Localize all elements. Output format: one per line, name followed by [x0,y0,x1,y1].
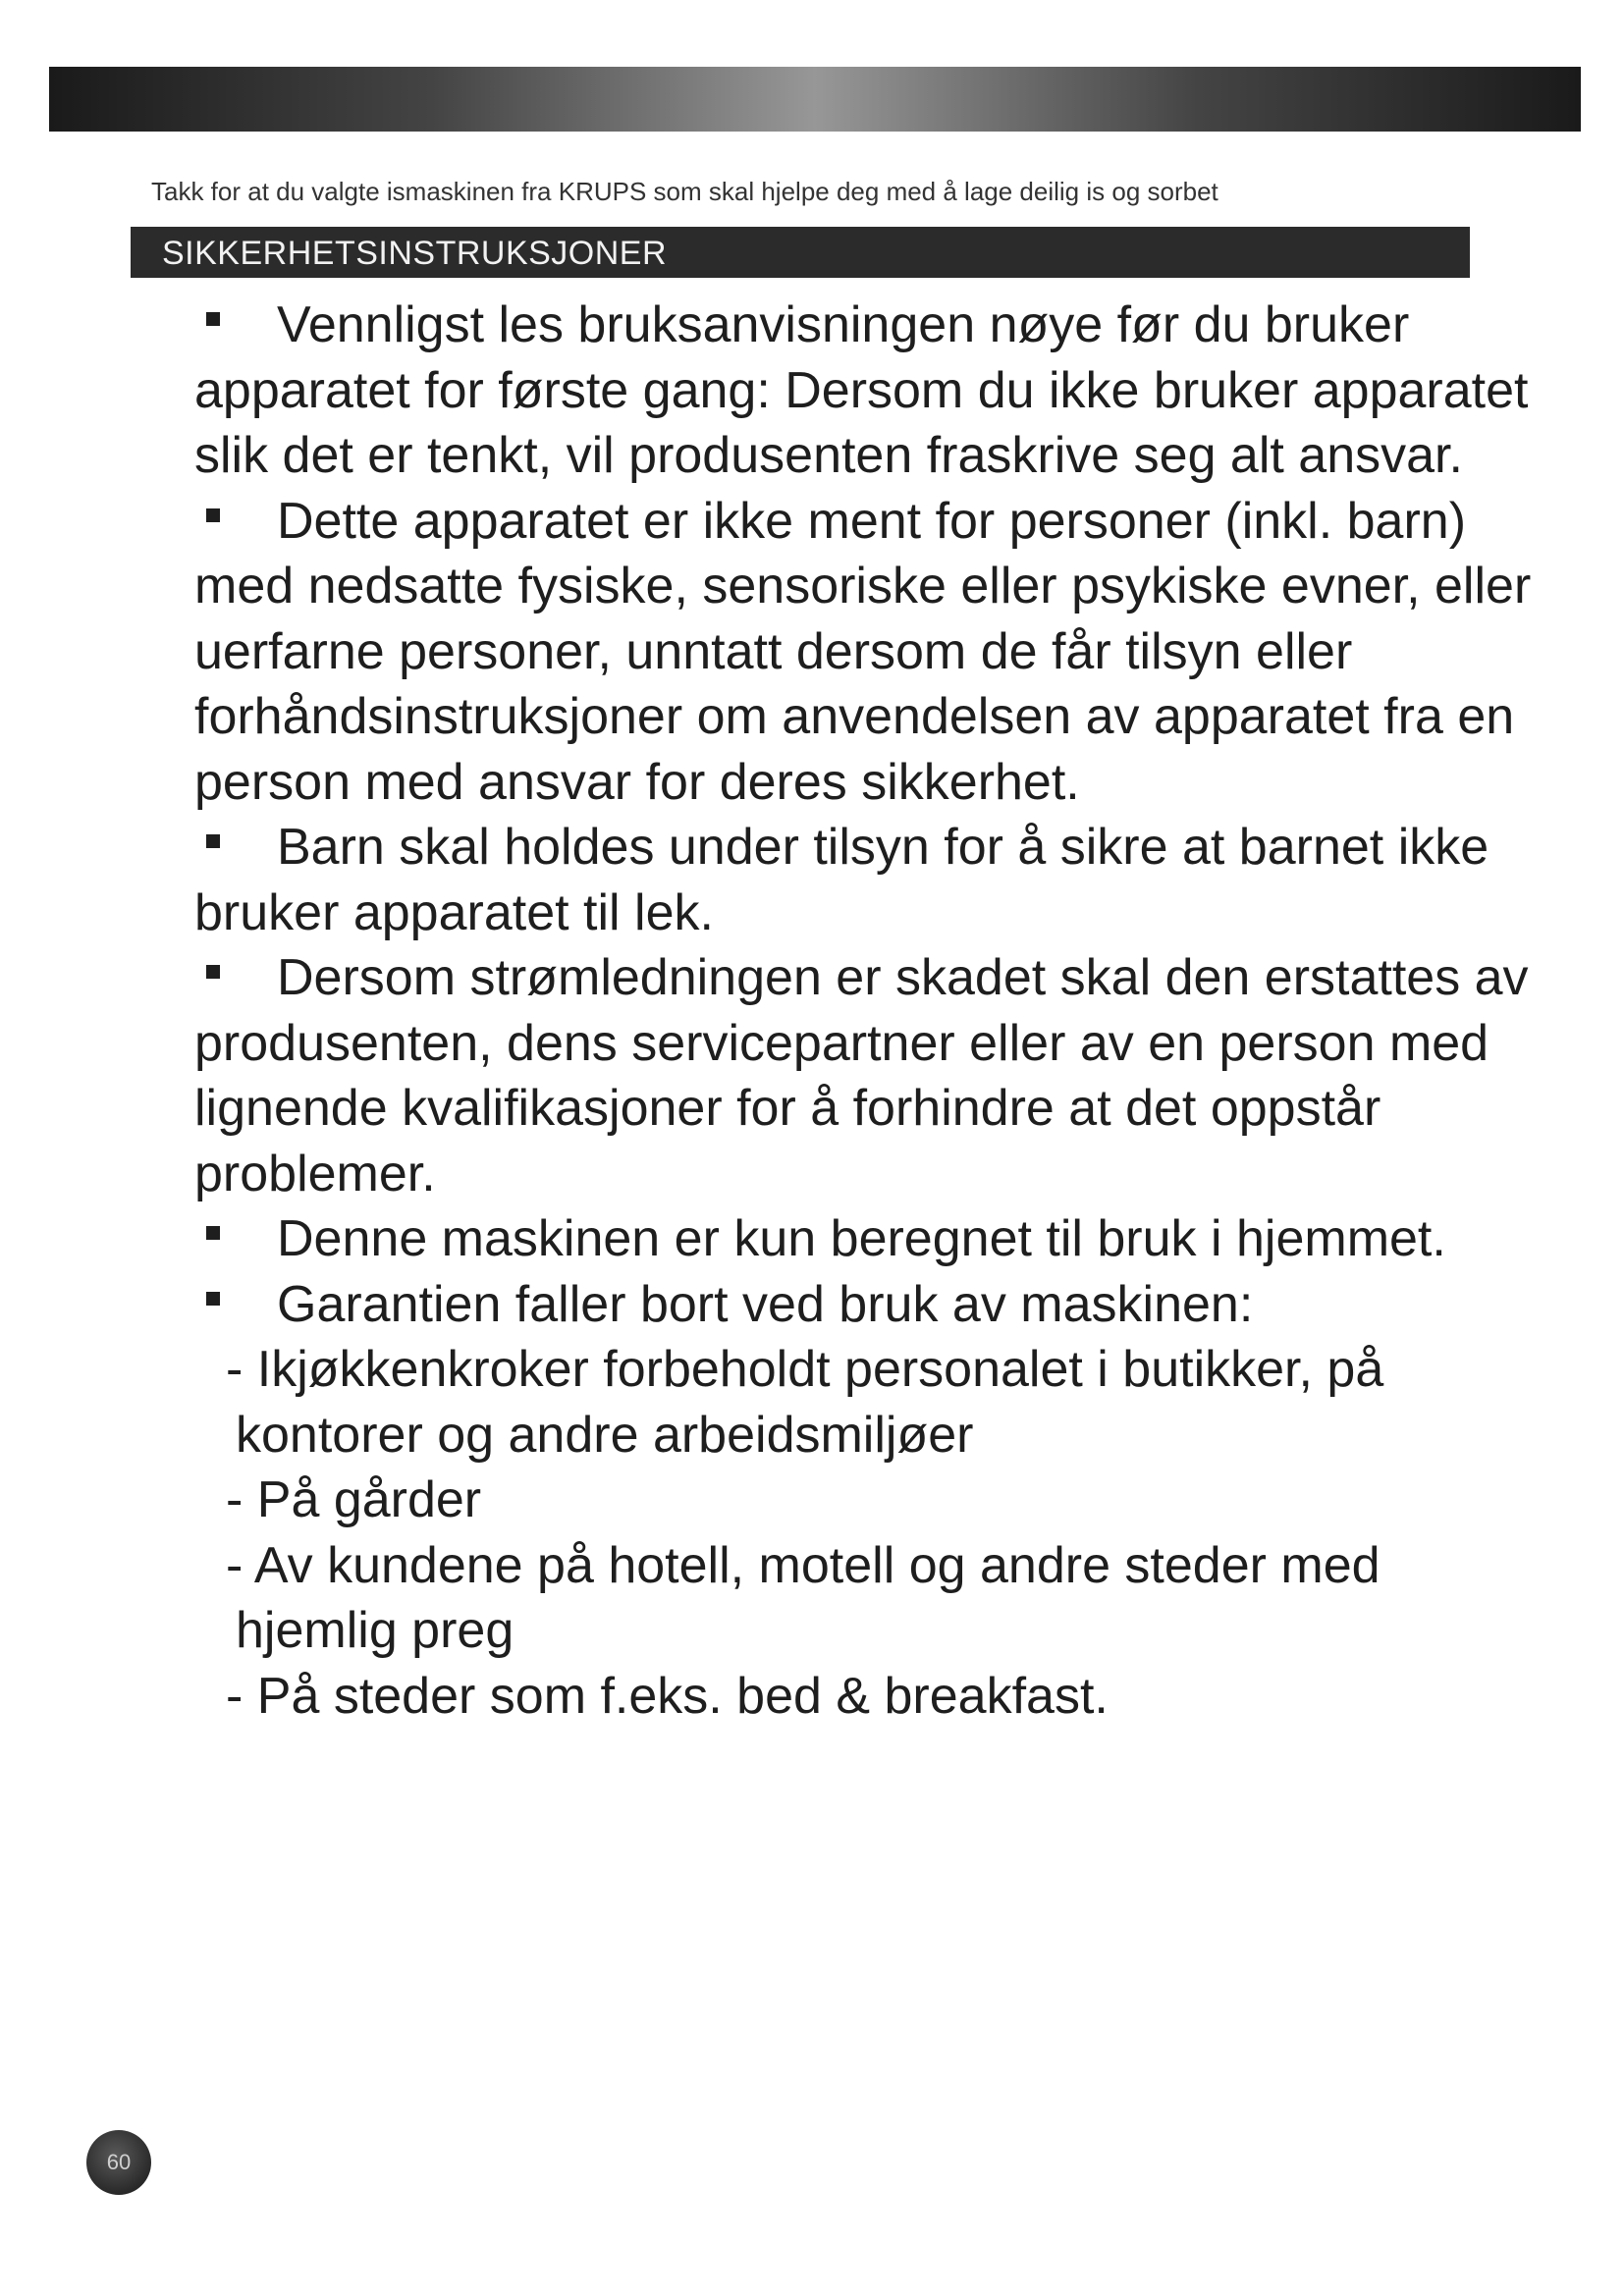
sub-list-item: - På steder som f.eks. bed & breakfast. [226,1667,1109,1725]
bullet-text: Garantien faller bort ved bruk av maskinen: [277,1275,1254,1333]
bullet-text: Barn skal holdes under tilsyn for å sikre at barnet ikke bruker apparatet til lek. [194,819,1489,941]
square-bullet-icon [206,1226,220,1240]
sub-list-item: - Ikjøkkenkroker forbeholdt personalet i butikker, på kontorer og andre arbeidsmiljøer [226,1341,1384,1464]
bullet-item [194,1272,1569,1338]
bullet-item [194,945,1569,1206]
square-bullet-icon [206,1292,220,1306]
sub-list-item: - Av kundene på hotell, motell og andre steder med hjemlig preg [226,1536,1380,1659]
sub-list-item: - På gårder [226,1471,482,1528]
bullet-text: Dette apparatet er ikke ment for personer (inkl. barn) med nedsatte fysiske, sensoriske eller psykiske evner, eller uerfarne personer, unntatt dersom de får tilsyn eller forhåndsinstruksjoner om anvendelsen av apparatet fra en person med ansvar for deres sikkerhet. [194,492,1532,811]
bullet-item [194,1206,1569,1272]
section-title: SIKKERHETSINSTRUKSJONER [162,235,668,272]
section-header [131,227,1470,278]
square-bullet-icon [206,834,220,848]
warranty-exclusion-list [194,1337,1569,1729]
top-gradient-bar [49,67,1581,132]
bullet-item [194,293,1569,489]
square-bullet-icon [206,965,220,979]
square-bullet-icon [206,312,220,326]
bullet-item [194,815,1569,945]
bullet-text: Dersom strømledningen er skadet skal den erstattes av produsenten, dens servicepartner eller av en person med lignende kvalifikasjoner for å forhindre at det oppstår problemer. [194,949,1529,1202]
bullet-text: Denne maskinen er kun beregnet til bruk i hjemmet. [277,1210,1446,1267]
safety-instructions [194,293,1569,1729]
square-bullet-icon [206,508,220,522]
intro-text: Takk for at du valgte ismaskinen fra KRUPS som skal hjelpe deg med å lage deilig is og sorbet [151,177,1218,206]
page-number-badge: 60 [86,2130,151,2195]
bullet-text: Vennligst les bruksanvisningen nøye før du bruker apparatet for første gang: Dersom du ikke bruker apparatet slik det er tenkt, vil produsenten fraskrive seg alt ansvar. [194,296,1529,484]
bullet-item [194,489,1569,816]
